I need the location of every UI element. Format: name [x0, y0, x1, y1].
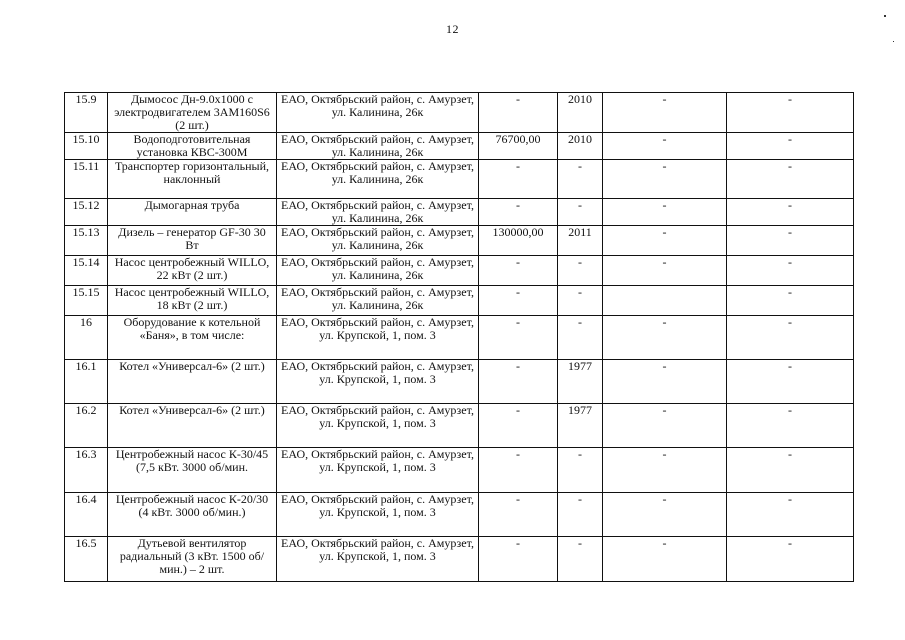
item-name: Дымогарная труба — [108, 199, 277, 226]
row-number: 16.3 — [65, 448, 108, 493]
item-name: Насос центробежный WILLO, 22 кВт (2 шт.) — [108, 256, 277, 286]
item-cost: - — [479, 493, 558, 537]
table-row — [65, 316, 854, 360]
table-row — [65, 160, 854, 199]
item-address: ЕАО, Октябрьский район, с. Амурзет, ул. Калинина, 26к — [277, 226, 479, 256]
item-name: Котел «Универсал-6» (2 шт.) — [108, 404, 277, 448]
item-name: Насос центробежный WILLO, 18 кВт (2 шт.) — [108, 286, 277, 316]
item-name: Котел «Универсал-6» (2 шт.) — [108, 360, 277, 404]
item-col7: - — [727, 160, 854, 199]
item-col7: - — [727, 93, 854, 133]
table-body — [65, 93, 854, 582]
item-name: Дымосос Дн-9.0х1000 с электродвигателем 3АМ160S6 (2 шт.) — [108, 93, 277, 133]
scan-speck — [884, 15, 886, 17]
item-year: 2011 — [558, 226, 603, 256]
item-name: Водоподготовительная установка КВС-300М — [108, 133, 277, 160]
item-year: 2010 — [558, 93, 603, 133]
table-row — [65, 133, 854, 160]
item-cost: - — [479, 160, 558, 199]
item-year: - — [558, 537, 603, 582]
table-row — [65, 360, 854, 404]
item-year: - — [558, 448, 603, 493]
item-address: ЕАО, Октябрьский район, с. Амурзет, ул. Крупской, 1, пом. 3 — [277, 360, 479, 404]
item-col6 — [603, 286, 727, 316]
item-col6: - — [603, 256, 727, 286]
table-row — [65, 93, 854, 133]
table-row — [65, 226, 854, 256]
item-col6: - — [603, 93, 727, 133]
item-address: ЕАО, Октябрьский район, с. Амурзет, ул. Крупской, 1, пом. 3 — [277, 316, 479, 360]
item-col7: - — [727, 537, 854, 582]
item-col7: - — [727, 133, 854, 160]
item-cost: - — [479, 93, 558, 133]
item-cost: - — [479, 316, 558, 360]
row-number: 16.5 — [65, 537, 108, 582]
item-year: 1977 — [558, 404, 603, 448]
item-cost: - — [479, 256, 558, 286]
item-address: ЕАО, Октябрьский район, с. Амурзет, ул. Крупской, 1, пом. 3 — [277, 537, 479, 582]
item-cost: 130000,00 — [479, 226, 558, 256]
item-name: Дизель – генератор GF-30 30 Вт — [108, 226, 277, 256]
item-name: Центробежный насос К-20/30 (4 кВт. 3000 об/мин.) — [108, 493, 277, 537]
item-year: - — [558, 199, 603, 226]
row-number: 16.1 — [65, 360, 108, 404]
item-col6: - — [603, 133, 727, 160]
item-address: ЕАО, Октябрьский район, с. Амурзет, ул. Крупской, 1, пом. 3 — [277, 404, 479, 448]
item-name: Центробежный насос К-30/45 (7,5 кВт. 3000 об/мин. — [108, 448, 277, 493]
item-col6: - — [603, 493, 727, 537]
item-cost: - — [479, 199, 558, 226]
item-name: Оборудование к котельной «Баня», в том числе: — [108, 316, 277, 360]
item-year: - — [558, 256, 603, 286]
item-col6: - — [603, 160, 727, 199]
item-year: - — [558, 316, 603, 360]
item-col6: - — [603, 360, 727, 404]
item-year: - — [558, 286, 603, 316]
table-row — [65, 448, 854, 493]
item-col7: - — [727, 226, 854, 256]
row-number: 16.2 — [65, 404, 108, 448]
page-number: 12 — [446, 22, 459, 36]
table-row — [65, 493, 854, 537]
item-year: 2010 — [558, 133, 603, 160]
item-col6: - — [603, 316, 727, 360]
item-col7: - — [727, 286, 854, 316]
row-number: 15.12 — [65, 199, 108, 226]
item-col7: - — [727, 360, 854, 404]
row-number: 15.9 — [65, 93, 108, 133]
table-row — [65, 537, 854, 582]
table-row — [65, 286, 854, 316]
item-address: ЕАО, Октябрьский район, с. Амурзет, ул. Калинина, 26к — [277, 133, 479, 160]
item-cost: 76700,00 — [479, 133, 558, 160]
row-number: 15.11 — [65, 160, 108, 199]
item-year: 1977 — [558, 360, 603, 404]
item-col7: - — [727, 316, 854, 360]
table-row — [65, 256, 854, 286]
scan-speck — [893, 41, 894, 42]
row-number: 15.10 — [65, 133, 108, 160]
item-cost: - — [479, 448, 558, 493]
item-col7: - — [727, 448, 854, 493]
item-name: Транспортер горизонтальный, наклонный — [108, 160, 277, 199]
table-row — [65, 199, 854, 226]
item-col7: - — [727, 493, 854, 537]
item-address: ЕАО, Октябрьский район, с. Амурзет, ул. Крупской, 1, пом. 3 — [277, 493, 479, 537]
item-address: ЕАО, Октябрьский район, с. Амурзет, ул. Калинина, 26к — [277, 93, 479, 133]
row-number: 16.4 — [65, 493, 108, 537]
item-col6: - — [603, 199, 727, 226]
item-address: ЕАО, Октябрьский район, с. Амурзет, ул. Калинина, 26к — [277, 199, 479, 226]
item-address: ЕАО, Октябрьский район, с. Амурзет, ул. Калинина, 26к — [277, 286, 479, 316]
item-year: - — [558, 493, 603, 537]
item-address: ЕАО, Октябрьский район, с. Амурзет, ул. Крупской, 1, пом. 3 — [277, 448, 479, 493]
item-cost: - — [479, 537, 558, 582]
item-name: Дутьевой вентилятор радиальный (3 кВт. 1500 об/мин.) – 2 шт. — [108, 537, 277, 582]
item-col6: - — [603, 537, 727, 582]
item-col6: - — [603, 448, 727, 493]
row-number: 16 — [65, 316, 108, 360]
item-col7: - — [727, 404, 854, 448]
table-row — [65, 404, 854, 448]
item-col6: - — [603, 404, 727, 448]
item-address: ЕАО, Октябрьский район, с. Амурзет, ул. Калинина, 26к — [277, 256, 479, 286]
row-number: 15.13 — [65, 226, 108, 256]
row-number: 15.15 — [65, 286, 108, 316]
property-registry-table — [64, 92, 854, 582]
row-number: 15.14 — [65, 256, 108, 286]
item-year: - — [558, 160, 603, 199]
item-cost: - — [479, 286, 558, 316]
item-cost: - — [479, 360, 558, 404]
item-address: ЕАО, Октябрьский район, с. Амурзет, ул. Калинина, 26к — [277, 160, 479, 199]
item-cost: - — [479, 404, 558, 448]
item-col7: - — [727, 199, 854, 226]
item-col6: - — [603, 226, 727, 256]
item-col7: - — [727, 256, 854, 286]
